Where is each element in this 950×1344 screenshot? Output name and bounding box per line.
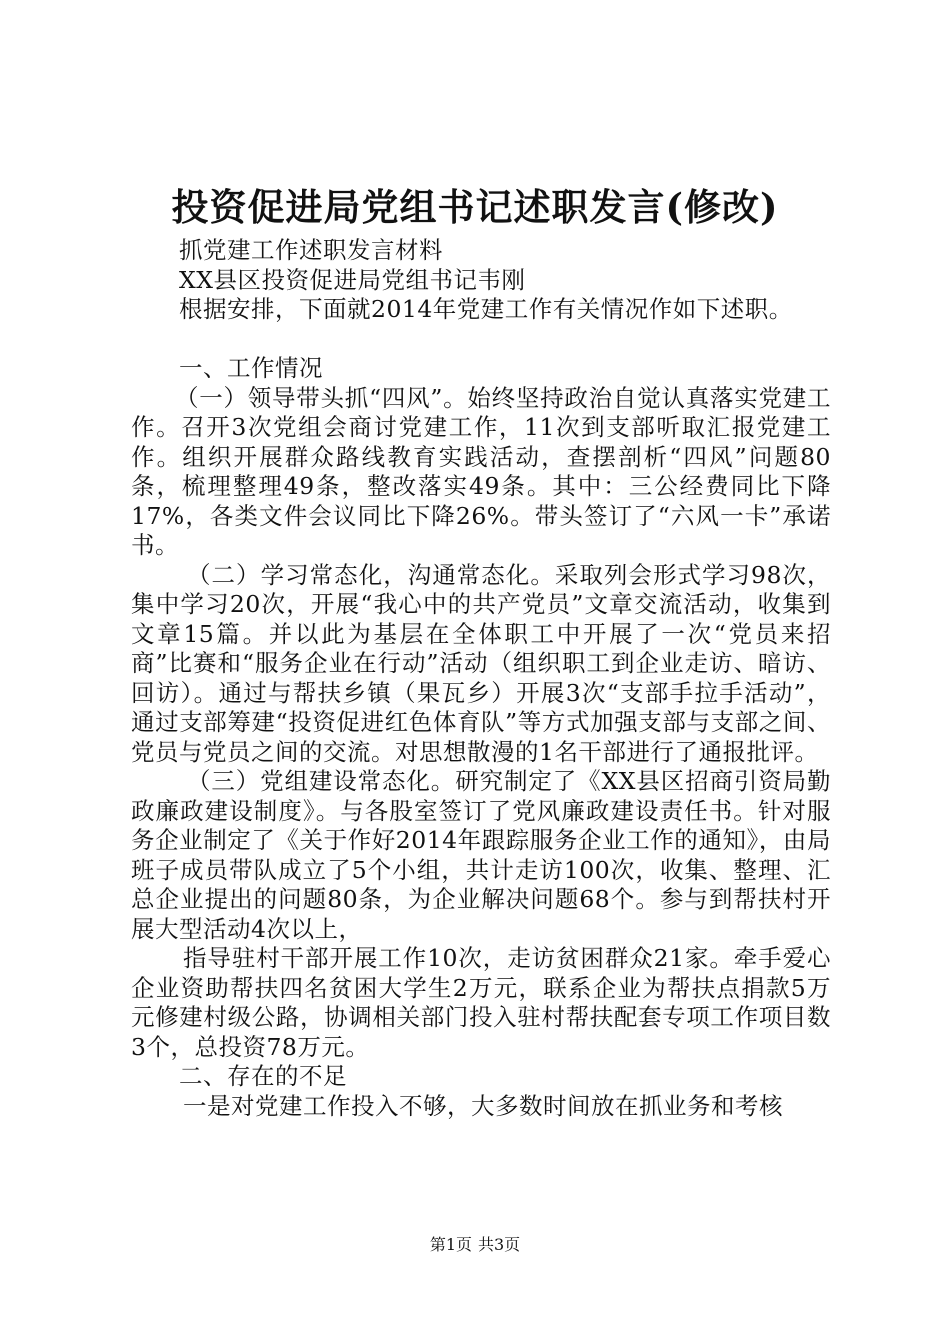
- page-total: 共3页: [478, 1235, 521, 1254]
- section-heading-shortcomings: 二、存在的不足: [179, 1062, 347, 1090]
- paragraph-leadership: （一）领导带头抓“四风”。始终坚持政治自觉认真落实党建工作。召开3次党组会商讨党建工作，11次到支部听取汇报党建工作。组织开展群众路线教育实践活动，查摆剖析“四风”问题80条，梳理整理49条，整改落实49条。其中：三公经费同比下降17%，各类文件会议同比下降26%。带头签订了“六风一卡”承诺书。: [131, 383, 831, 559]
- blank-line: [131, 325, 831, 355]
- document-title: 投资促进局党组书记述职发言(修改): [171, 185, 779, 229]
- paragraph-shortcoming-1: 一是对党建工作投入不够，大多数时间放在抓业务和考核: [183, 1091, 783, 1120]
- paragraph-study: （二）学习常态化，沟通常态化。采取列会形式学习98次，集中学习20次，开展“我心中的共产党员”文章交流活动，收集到文章15篇。并以此为基层在全体职工中开展了一次“党员来招商”比赛和“服务企业在行动”活动（组织职工到企业走访、暗访、回访）。通过与帮扶乡镇（果瓦乡）开展3次“支部手拉手活动”，通过支部筹建“投资促进红色体育队”等方式加强支部与支部之间、党员与党员之间的交流。对思想散漫的1名干部进行了通报批评。: [131, 560, 831, 766]
- intro-paragraph: 根据安排，下面就2014年党建工作有关情况作如下述职。: [179, 295, 793, 323]
- author-line: XX县区投资促进局党组书记韦刚: [179, 265, 526, 294]
- page-footer: [0, 1234, 950, 1256]
- page-number: 第1页: [429, 1235, 472, 1254]
- document-body: [131, 236, 831, 1121]
- paragraph-assistance: 指导驻村干部开展工作10次，走访贫困群众21家。牵手爱心企业资助帮扶四名贫困大学生2万元，联系企业为帮扶点捐款5万元修建村级公路，协调相关部门投入驻村帮扶配套专项工作项目数3个，总投资78万元。: [131, 944, 831, 1061]
- paragraph-party-building: （三）党组建设常态化。研究制定了《XX县区招商引资局勤政廉政建设制度》。与各股室签订了党风廉政建设责任书。针对服务企业制定了《关于作好2014年跟踪服务企业工作的通知》，由局班子成员带队成立了5个小组，共计走访100次，收集、整理、汇总企业提出的问题80条，为企业解决问题68个。参与到帮扶村开展大型活动4次以上，: [131, 767, 831, 943]
- section-heading-work: 一、工作情况: [179, 354, 323, 382]
- subtitle: 抓党建工作述职发言材料: [179, 236, 443, 264]
